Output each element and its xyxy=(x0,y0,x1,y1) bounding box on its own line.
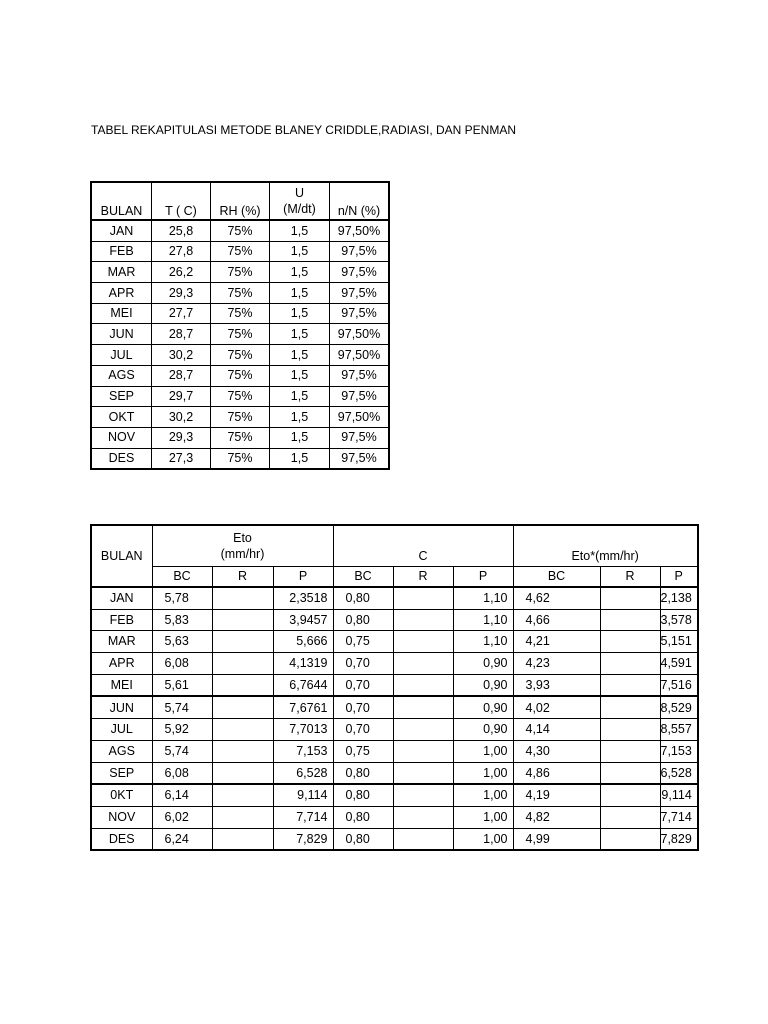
cell-eto-p: 7,829 xyxy=(273,828,333,850)
cell-eto-bc: 5,83 xyxy=(152,609,212,631)
cell-humidity: 75% xyxy=(211,448,270,469)
cell-eto-p: 5,666 xyxy=(273,631,333,653)
cell-sunshine-ratio: 97,5% xyxy=(330,448,390,469)
cell-bulan: JUN xyxy=(91,696,152,718)
cell-c-bc: 0,70 xyxy=(333,674,393,696)
cell-c-p: 1,00 xyxy=(453,740,513,762)
cell-humidity: 75% xyxy=(211,407,270,428)
cell-eto-p: 6,528 xyxy=(273,762,333,784)
cell-eto-bc: 5,61 xyxy=(152,674,212,696)
cell-bulan: JAN xyxy=(91,220,152,241)
cell-bulan: SEP xyxy=(91,386,152,407)
cell-temperature: 30,2 xyxy=(152,407,211,428)
table-row xyxy=(91,448,389,469)
cell-c-r xyxy=(393,609,453,631)
cell-humidity: 75% xyxy=(211,262,270,283)
cell-eto-p: 4,1319 xyxy=(273,653,333,675)
cell-bulan: AGS xyxy=(91,740,152,762)
cell-wind-speed: 1,5 xyxy=(270,283,330,304)
cell-eto-p: 2,3518 xyxy=(273,587,333,609)
cell-etostar-p: 2,138 xyxy=(660,587,698,609)
cell-eto-bc: 5,74 xyxy=(152,740,212,762)
cell-humidity: 75% xyxy=(211,220,270,241)
cell-c-bc: 0,70 xyxy=(333,696,393,718)
header-sunshine-ratio: n/N (%) xyxy=(330,182,390,220)
table-header-row xyxy=(91,182,389,220)
cell-etostar-bc: 4,19 xyxy=(513,784,600,806)
cell-bulan: DES xyxy=(91,448,152,469)
cell-bulan: DES xyxy=(91,828,152,850)
cell-c-bc: 0,75 xyxy=(333,740,393,762)
cell-c-r xyxy=(393,719,453,741)
cell-temperature: 25,8 xyxy=(152,220,211,241)
cell-etostar-r xyxy=(600,653,660,675)
cell-etostar-bc: 4,30 xyxy=(513,740,600,762)
cell-temperature: 30,2 xyxy=(152,345,211,366)
cell-etostar-r xyxy=(600,609,660,631)
header-wind-speed-unit: (M/dt) xyxy=(283,201,316,216)
cell-eto-r xyxy=(212,674,273,696)
cell-c-p: 1,00 xyxy=(453,784,513,806)
header-eto xyxy=(152,525,333,567)
cell-eto-bc: 6,24 xyxy=(152,828,212,850)
cell-bulan: MEI xyxy=(91,674,152,696)
cell-eto-r xyxy=(212,587,273,609)
cell-humidity: 75% xyxy=(211,345,270,366)
cell-wind-speed: 1,5 xyxy=(270,262,330,283)
cell-temperature: 29,7 xyxy=(152,386,211,407)
cell-c-p: 1,10 xyxy=(453,631,513,653)
cell-etostar-p: 7,714 xyxy=(660,806,698,828)
cell-sunshine-ratio: 97,5% xyxy=(330,262,390,283)
cell-wind-speed: 1,5 xyxy=(270,365,330,386)
cell-temperature: 26,2 xyxy=(152,262,211,283)
table-row xyxy=(91,719,698,741)
cell-eto-r xyxy=(212,740,273,762)
cell-c-r xyxy=(393,806,453,828)
cell-etostar-r xyxy=(600,828,660,850)
cell-etostar-r xyxy=(600,762,660,784)
header-eto-star: Eto*(mm/hr) xyxy=(513,525,698,567)
cell-etostar-p: 6,528 xyxy=(660,762,698,784)
cell-c-r xyxy=(393,674,453,696)
cell-bulan: APR xyxy=(91,653,152,675)
cell-bulan: JUL xyxy=(91,719,152,741)
cell-c-r xyxy=(393,653,453,675)
cell-temperature: 28,7 xyxy=(152,365,211,386)
table-row xyxy=(91,407,389,428)
cell-sunshine-ratio: 97,50% xyxy=(330,345,390,366)
cell-etostar-bc: 4,62 xyxy=(513,587,600,609)
cell-wind-speed: 1,5 xyxy=(270,427,330,448)
cell-etostar-p: 8,529 xyxy=(660,696,698,718)
cell-etostar-p: 4,591 xyxy=(660,653,698,675)
cell-etostar-bc: 4,82 xyxy=(513,806,600,828)
cell-humidity: 75% xyxy=(211,241,270,262)
page-title: TABEL REKAPITULASI METODE BLANEY CRIDDLE,RADIASI, DAN PENMAN xyxy=(91,123,516,137)
header-eto-unit: (mm/hr) xyxy=(220,547,265,561)
cell-bulan: MAR xyxy=(91,262,152,283)
cell-eto-p: 7,7013 xyxy=(273,719,333,741)
table-row xyxy=(91,674,698,696)
cell-etostar-r xyxy=(600,784,660,806)
cell-etostar-bc: 4,23 xyxy=(513,653,600,675)
header-bulan: BULAN xyxy=(91,525,152,587)
cell-temperature: 27,3 xyxy=(152,448,211,469)
cell-bulan: APR xyxy=(91,283,152,304)
header-wind-speed xyxy=(270,182,330,220)
cell-bulan: MAR xyxy=(91,631,152,653)
cell-etostar-p: 7,829 xyxy=(660,828,698,850)
table-row xyxy=(91,283,389,304)
sub-c-r: R xyxy=(393,567,453,588)
cell-eto-r xyxy=(212,696,273,718)
cell-etostar-r xyxy=(600,587,660,609)
table-row xyxy=(91,241,389,262)
cell-wind-speed: 1,5 xyxy=(270,345,330,366)
cell-sunshine-ratio: 97,5% xyxy=(330,283,390,304)
table-row xyxy=(91,806,698,828)
sub-etostar-r: R xyxy=(600,567,660,588)
cell-etostar-bc: 4,66 xyxy=(513,609,600,631)
cell-humidity: 75% xyxy=(211,365,270,386)
cell-etostar-r xyxy=(600,719,660,741)
cell-c-bc: 0,80 xyxy=(333,806,393,828)
header-humidity: RH (%) xyxy=(211,182,270,220)
table-row xyxy=(91,696,698,718)
cell-sunshine-ratio: 97,5% xyxy=(330,303,390,324)
sub-etostar-p: P xyxy=(660,567,698,588)
cell-c-r xyxy=(393,740,453,762)
sub-eto-r: R xyxy=(212,567,273,588)
table-row xyxy=(91,609,698,631)
cell-eto-r xyxy=(212,653,273,675)
cell-c-r xyxy=(393,762,453,784)
header-temperature: T ( C) xyxy=(152,182,211,220)
cell-c-p: 0,90 xyxy=(453,653,513,675)
cell-etostar-bc: 4,14 xyxy=(513,719,600,741)
cell-humidity: 75% xyxy=(211,303,270,324)
cell-eto-r xyxy=(212,784,273,806)
cell-c-p: 1,10 xyxy=(453,609,513,631)
cell-etostar-p: 9,114 xyxy=(660,784,698,806)
cell-wind-speed: 1,5 xyxy=(270,303,330,324)
cell-eto-r xyxy=(212,806,273,828)
table-row xyxy=(91,587,698,609)
cell-c-bc: 0,80 xyxy=(333,587,393,609)
cell-eto-r xyxy=(212,631,273,653)
sub-c-p: P xyxy=(453,567,513,588)
table-row xyxy=(91,740,698,762)
cell-wind-speed: 1,5 xyxy=(270,407,330,428)
cell-c-r xyxy=(393,828,453,850)
cell-c-r xyxy=(393,587,453,609)
cell-eto-bc: 5,74 xyxy=(152,696,212,718)
table-row xyxy=(91,262,389,283)
cell-wind-speed: 1,5 xyxy=(270,220,330,241)
cell-c-p: 0,90 xyxy=(453,696,513,718)
cell-bulan: SEP xyxy=(91,762,152,784)
cell-c-bc: 0,80 xyxy=(333,828,393,850)
cell-etostar-r xyxy=(600,696,660,718)
cell-eto-p: 7,714 xyxy=(273,806,333,828)
cell-c-r xyxy=(393,784,453,806)
cell-etostar-r xyxy=(600,674,660,696)
cell-eto-bc: 6,14 xyxy=(152,784,212,806)
cell-wind-speed: 1,5 xyxy=(270,241,330,262)
table-row xyxy=(91,427,389,448)
header-c: C xyxy=(333,525,513,567)
cell-eto-r xyxy=(212,719,273,741)
cell-c-p: 1,10 xyxy=(453,587,513,609)
cell-temperature: 27,8 xyxy=(152,241,211,262)
cell-wind-speed: 1,5 xyxy=(270,324,330,345)
cell-temperature: 29,3 xyxy=(152,283,211,304)
cell-c-bc: 0,80 xyxy=(333,762,393,784)
cell-eto-r xyxy=(212,828,273,850)
table-row xyxy=(91,220,389,241)
table-row xyxy=(91,386,389,407)
cell-bulan: MEI xyxy=(91,303,152,324)
cell-eto-p: 9,114 xyxy=(273,784,333,806)
cell-c-r xyxy=(393,696,453,718)
cell-c-p: 0,90 xyxy=(453,674,513,696)
cell-sunshine-ratio: 97,5% xyxy=(330,241,390,262)
table-row xyxy=(91,365,389,386)
cell-etostar-bc: 4,21 xyxy=(513,631,600,653)
cell-etostar-r xyxy=(600,631,660,653)
table-row xyxy=(91,762,698,784)
cell-bulan: FEB xyxy=(91,241,152,262)
cell-bulan: JAN xyxy=(91,587,152,609)
header-wind-speed-top: U xyxy=(294,185,305,200)
cell-sunshine-ratio: 97,5% xyxy=(330,386,390,407)
cell-sunshine-ratio: 97,5% xyxy=(330,427,390,448)
cell-bulan: JUL xyxy=(91,345,152,366)
cell-c-r xyxy=(393,631,453,653)
cell-c-p: 1,00 xyxy=(453,806,513,828)
cell-etostar-p: 7,516 xyxy=(660,674,698,696)
table-row xyxy=(91,784,698,806)
cell-etostar-r xyxy=(600,806,660,828)
cell-eto-r xyxy=(212,762,273,784)
cell-etostar-p: 8,557 xyxy=(660,719,698,741)
cell-humidity: 75% xyxy=(211,427,270,448)
cell-etostar-p: 7,153 xyxy=(660,740,698,762)
cell-etostar-bc: 4,02 xyxy=(513,696,600,718)
table-row xyxy=(91,631,698,653)
cell-c-bc: 0,70 xyxy=(333,653,393,675)
cell-bulan: AGS xyxy=(91,365,152,386)
cell-eto-bc: 6,08 xyxy=(152,762,212,784)
cell-c-p: 0,90 xyxy=(453,719,513,741)
table-row xyxy=(91,653,698,675)
cell-eto-bc: 6,08 xyxy=(152,653,212,675)
cell-etostar-bc: 3,93 xyxy=(513,674,600,696)
cell-bulan: NOV xyxy=(91,427,152,448)
table-row xyxy=(91,345,389,366)
cell-eto-bc: 5,78 xyxy=(152,587,212,609)
cell-bulan: JUN xyxy=(91,324,152,345)
cell-eto-p: 7,6761 xyxy=(273,696,333,718)
table-row xyxy=(91,324,389,345)
cell-wind-speed: 1,5 xyxy=(270,448,330,469)
sub-c-bc: BC xyxy=(333,567,393,588)
cell-etostar-bc: 4,86 xyxy=(513,762,600,784)
cell-eto-bc: 5,63 xyxy=(152,631,212,653)
table-row xyxy=(91,828,698,850)
cell-c-p: 1,00 xyxy=(453,828,513,850)
cell-etostar-p: 3,578 xyxy=(660,609,698,631)
cell-c-p: 1,00 xyxy=(453,762,513,784)
cell-eto-r xyxy=(212,609,273,631)
cell-c-bc: 0,70 xyxy=(333,719,393,741)
cell-sunshine-ratio: 97,5% xyxy=(330,365,390,386)
cell-bulan: OKT xyxy=(91,407,152,428)
cell-bulan: FEB xyxy=(91,609,152,631)
header-bulan: BULAN xyxy=(91,182,152,220)
cell-temperature: 29,3 xyxy=(152,427,211,448)
cell-c-bc: 0,80 xyxy=(333,784,393,806)
cell-etostar-r xyxy=(600,740,660,762)
cell-wind-speed: 1,5 xyxy=(270,386,330,407)
cell-eto-p: 7,153 xyxy=(273,740,333,762)
table-header-row xyxy=(91,525,698,567)
sub-eto-bc: BC xyxy=(152,567,212,588)
cell-c-bc: 0,75 xyxy=(333,631,393,653)
cell-sunshine-ratio: 97,50% xyxy=(330,324,390,345)
cell-eto-p: 3,9457 xyxy=(273,609,333,631)
cell-bulan: NOV xyxy=(91,806,152,828)
sub-eto-p: P xyxy=(273,567,333,588)
eto-summary-table xyxy=(90,524,699,851)
climate-data-table xyxy=(90,181,390,470)
table-subheader-row xyxy=(91,567,698,588)
cell-temperature: 27,7 xyxy=(152,303,211,324)
sub-etostar-bc: BC xyxy=(513,567,600,588)
cell-eto-bc: 6,02 xyxy=(152,806,212,828)
cell-bulan: 0KT xyxy=(91,784,152,806)
table-row xyxy=(91,303,389,324)
cell-sunshine-ratio: 97,50% xyxy=(330,407,390,428)
cell-sunshine-ratio: 97,50% xyxy=(330,220,390,241)
cell-etostar-p: 5,151 xyxy=(660,631,698,653)
cell-eto-bc: 5,92 xyxy=(152,719,212,741)
cell-etostar-bc: 4,99 xyxy=(513,828,600,850)
cell-c-bc: 0,80 xyxy=(333,609,393,631)
cell-humidity: 75% xyxy=(211,283,270,304)
cell-temperature: 28,7 xyxy=(152,324,211,345)
cell-humidity: 75% xyxy=(211,386,270,407)
header-eto-top: Eto xyxy=(233,530,252,545)
cell-humidity: 75% xyxy=(211,324,270,345)
cell-eto-p: 6,7644 xyxy=(273,674,333,696)
